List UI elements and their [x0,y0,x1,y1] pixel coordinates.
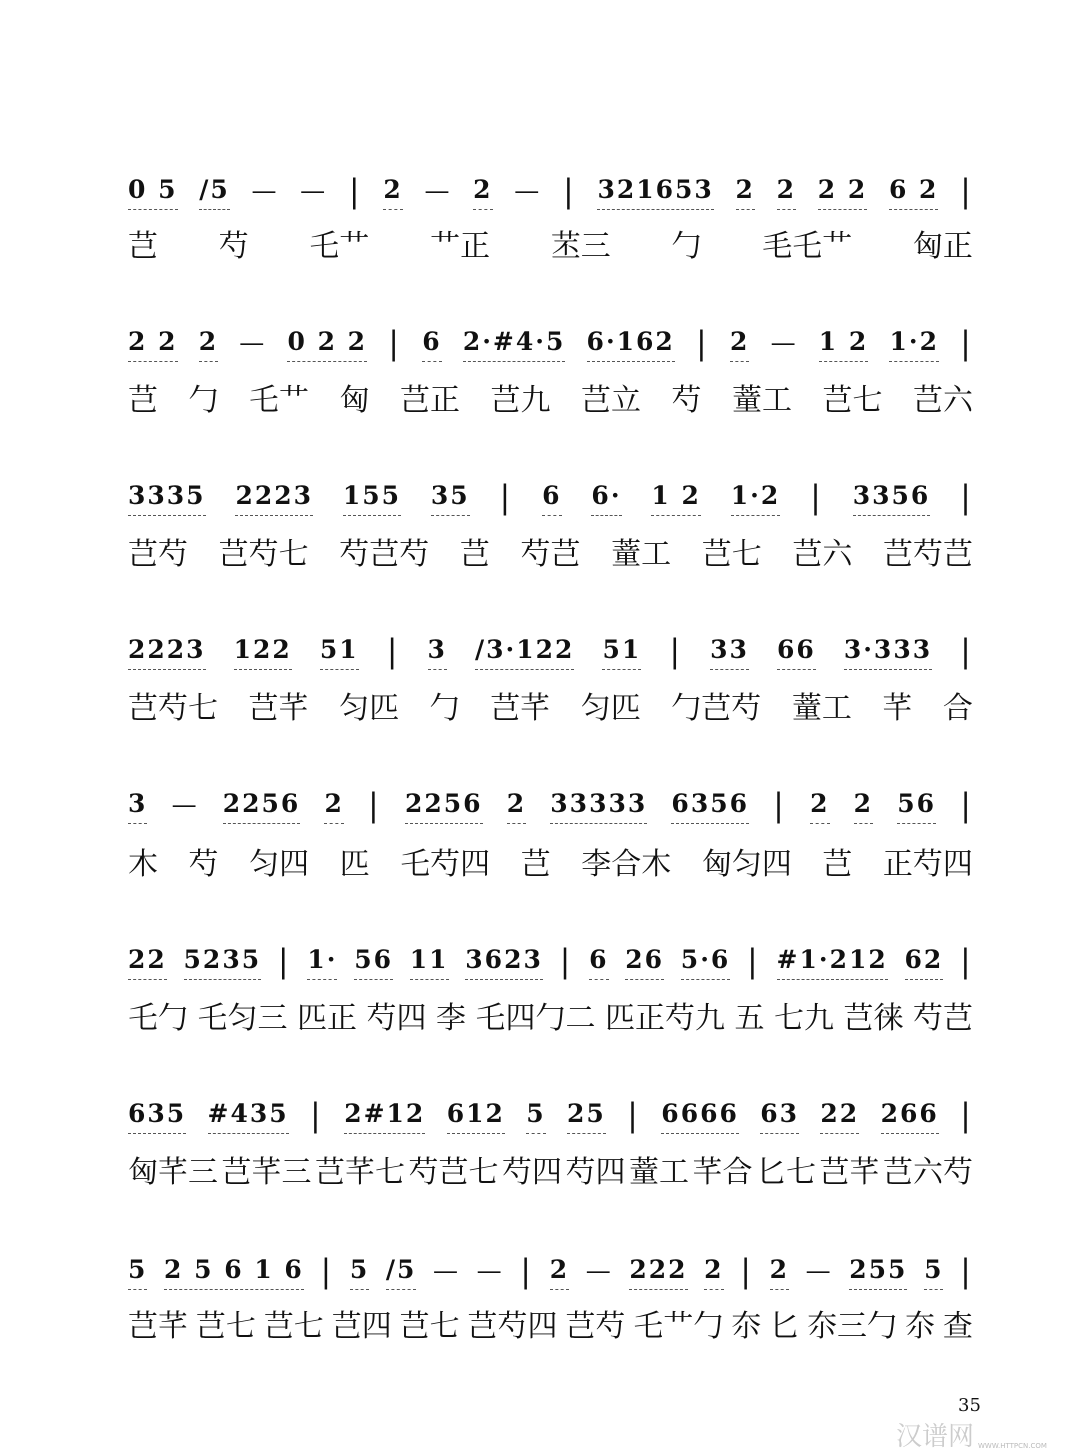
tablature-glyph: 芍 [188,847,219,882]
note-group: 2 [730,327,749,362]
note-group: — [300,176,328,205]
tablature-glyph: 匕 [769,1309,800,1344]
note-group: 266 [881,1099,939,1134]
tablature-glyph: 芑六芍 [883,1155,973,1190]
tablature-glyph: 蕫工 [629,1155,689,1190]
note-group: 56 [897,789,936,824]
note-group: 155 [343,481,401,516]
note-group: 2 [854,789,873,824]
barline: | [386,632,400,670]
tablature-glyph: 芍四 [565,1155,626,1190]
tablature-glyph: 芑芍 [128,537,188,572]
tablature-glyph: 芍四 [366,1001,427,1036]
note-group: 3·333 [844,635,932,670]
barline: | [960,1096,973,1134]
watermark-text: 汉谱网 [896,1422,975,1452]
tablature-glyph: 合 [942,691,973,726]
barline: | [559,942,573,980]
tablature-glyph: 木 [128,847,158,882]
note-group: 2 2 [128,327,178,362]
tablature-glyph: 查 [942,1309,973,1344]
note-group: 2 [324,789,343,824]
tablature-glyph: 李合木 [581,847,672,882]
tablature-glyph: 乇艹 [309,229,370,264]
tablature-glyph: 艹正 [430,229,491,264]
note-group: 1· [307,945,337,980]
note-group: /5 [199,175,230,210]
note-group: 35 [431,481,470,516]
note-group: 3 [128,789,147,824]
tablature-glyph: 芍 [218,229,249,264]
note-group: 22 [820,1099,859,1134]
note-group: 51 [320,635,359,670]
note-group: — [770,328,798,357]
tablature-glyph: 苤三 [550,229,611,264]
note-group: — [171,790,199,819]
tablature-glyph: 匈 [339,383,370,418]
note-group: 66 [777,635,816,670]
note-group: 63 [760,1099,799,1134]
note-group: 3335 [128,481,206,516]
note-group: 5 [526,1099,545,1134]
note-group: 2223 [128,635,206,670]
barline: | [740,1252,753,1290]
note-group: — [476,1256,504,1285]
note-group: 2 [383,175,402,210]
notation-row [128,1250,973,1290]
barline: | [320,1252,334,1290]
tablature-glyph: 芑 [128,229,158,264]
note-group: 5·6 [681,945,731,980]
tablature-glyph: 匹 [339,847,370,882]
note-group: 612 [447,1099,505,1134]
barline: | [562,172,576,210]
tablature-glyph: 芑徕 [843,1001,904,1036]
note-group: 62 [905,945,944,980]
note-group: 2 [507,789,526,824]
barline: | [696,324,709,362]
tablature-glyph: 芍芑 [913,1001,973,1036]
note-group: 22 [128,945,167,980]
tablature-glyph: 芍芑 [520,537,581,572]
barline: | [960,172,973,210]
note-group: /3·122 [475,635,574,670]
barline: | [310,1096,323,1134]
note-group: 2 5 6 1 6 [164,1255,304,1290]
tablature-glyph: 芑 [128,383,158,418]
barline: | [368,786,381,824]
note-group: 3356 [853,481,931,516]
tablature-glyph: 芑七 [195,1309,256,1344]
tablature-glyph: 芑六 [792,537,853,572]
tablature-glyph: 夵三勹 [807,1309,898,1344]
notation-row [128,170,973,210]
tablature-row [128,1302,973,1352]
note-group: 1·2 [889,327,939,362]
notation-row [128,322,973,362]
tablature-glyph: 匹正芍九 [605,1001,725,1036]
tablature-glyph: 乇四勹二 [475,1001,596,1036]
barline: | [960,1252,973,1290]
barline: | [960,942,973,980]
tablature-glyph: 匈芊三 [128,1155,218,1190]
tablature-glyph: 匀四 [249,847,310,882]
note-group: 6·162 [587,327,675,362]
note-group: 2256 [223,789,301,824]
note-group: 6666 [661,1099,739,1134]
page-number: 35 [958,1395,981,1416]
tablature-glyph: 匈正 [912,229,973,264]
tablature-glyph: 五 [734,1001,765,1036]
barline: | [627,1096,640,1134]
note-group: 6· [591,481,621,516]
note-group: 3623 [465,945,543,980]
note-group: — [805,1256,833,1285]
tablature-glyph: 乇艹勹 [633,1309,724,1344]
tablature-glyph: 芑芊七 [315,1155,405,1190]
note-group: 26 [625,945,664,980]
note-group: 1 2 [651,481,701,516]
tablature-glyph: 匹正 [297,1001,357,1036]
note-group: 2 2 [818,175,868,210]
tablature-glyph: 芑 [822,847,853,882]
note-group: 0 5 [128,175,178,210]
barline: | [388,324,402,362]
tablature-glyph: 芍芑七 [408,1155,499,1190]
tablature-glyph: 蕫工 [611,537,672,572]
barline: | [348,172,362,210]
note-group: 33 [710,635,749,670]
tablature-glyph: 勹 [188,383,219,418]
tablature-glyph: 芑九 [490,383,551,418]
note-group: 2 [770,1255,789,1290]
note-group: 2 [704,1255,723,1290]
tablature-glyph: 勹 [671,229,702,264]
note-group: 2 [736,175,755,210]
note-group: 2256 [405,789,483,824]
tablature-glyph: 蕫工 [791,691,852,726]
note-group: 6356 [671,789,749,824]
tablature-glyph: 芑七 [822,383,883,418]
tablature-glyph: 芊 [882,691,913,726]
note-group: 6 [422,327,441,362]
notation-row [128,784,973,824]
note-group: 2 [777,175,796,210]
note-group: 6 [589,945,608,980]
note-group: /5 [386,1255,417,1290]
watermark-url: WWW.HTTPCN.COM [978,1442,1047,1450]
note-group: 1·2 [731,481,781,516]
barline: | [277,942,291,980]
tablature-glyph: 李 [436,1001,466,1036]
note-group: 25 [567,1099,606,1134]
tablature-glyph: 乇艹 [249,383,309,418]
tablature-glyph: 毛乇艹 [762,229,853,264]
barline: | [669,632,683,670]
tablature-glyph: 勹芑芍 [671,691,762,726]
tablature-glyph: 芊合 [692,1155,753,1190]
note-group: 2 [550,1255,569,1290]
barline: | [960,632,973,670]
tablature-glyph: 芑芍七 [128,691,218,726]
tablature-glyph: 芑芍四 [467,1309,558,1344]
note-group: #435 [208,1099,289,1134]
tablature-glyph: 正芍四 [882,847,973,882]
tablature-glyph: 七九 [774,1001,834,1036]
barline: | [747,942,760,980]
tablature-row [128,376,973,426]
note-group: 2·#4·5 [463,327,566,362]
tablature-row [128,684,973,734]
note-group: 33333 [550,789,647,824]
tablature-glyph: 芍 [671,383,702,418]
note-group: 3 [428,635,447,670]
note-group: 5 [924,1255,943,1290]
barline: | [773,786,786,824]
barline: | [960,324,973,362]
note-group: — [585,1256,613,1285]
note-group: 2#12 [344,1099,425,1134]
tablature-glyph: 芑芍 [565,1309,626,1344]
note-group: 635 [128,1099,186,1134]
note-group: 255 [849,1255,907,1290]
tablature-glyph: 乇匀三 [197,1001,288,1036]
note-group: 5235 [184,945,262,980]
note-group: 222 [629,1255,687,1290]
tablature-glyph: 芑芊 [128,1309,188,1344]
barline: | [960,478,973,516]
barline: | [499,478,513,516]
note-group: 5 [128,1255,147,1290]
note-group: 6 2 [889,175,939,210]
tablature-glyph: 芑芍芑 [883,537,973,572]
note-group: 2 [199,327,218,362]
tablature-glyph: 芑芊 [819,1155,880,1190]
tablature-glyph: 乇芍四 [400,847,491,882]
note-group: 2 [810,789,829,824]
note-group: 1 2 [819,327,869,362]
tablature-glyph: 芑六 [913,383,973,418]
note-group: 2 [473,175,492,210]
tablature-glyph: 匀匹 [580,691,641,726]
tablature-glyph: 匈匀四 [701,847,792,882]
tablature-glyph: 芍四 [502,1155,562,1190]
tablature-row [128,840,973,890]
watermark-logo [896,1421,1047,1451]
barline: | [810,478,823,516]
barline: | [520,1252,534,1290]
note-group: — [514,176,542,205]
notation-row [128,476,973,516]
tablature-glyph: 匀匹 [339,691,400,726]
tablature-glyph: 芑 [459,537,490,572]
tablature-row [128,530,973,580]
tablature-row [128,222,973,272]
tablature-glyph: 芑七 [399,1309,460,1344]
tablature-glyph: 匕七 [756,1155,816,1190]
barline: | [960,786,973,824]
notation-row [128,630,973,670]
note-group: 6 [542,481,561,516]
tablature-glyph: 蕫工 [732,383,792,418]
tablature-glyph: 芑四 [331,1309,392,1344]
note-group: 2223 [235,481,313,516]
note-group: 0 2 2 [287,327,367,362]
note-group: — [433,1256,461,1285]
tablature-glyph: 芑芍七 [218,537,309,572]
tablature-glyph: 夵 [904,1309,935,1344]
note-group: 56 [354,945,393,980]
note-group: 5 [350,1255,369,1290]
tablature-row [128,994,973,1044]
tablature-glyph: 芑 [520,847,551,882]
note-group: #1·212 [777,945,888,980]
tablature-glyph: 芑芊三 [221,1155,312,1190]
note-group: 11 [410,945,449,980]
tablature-row [128,1148,973,1198]
tablature-glyph: 芑芊 [248,691,309,726]
note-group: 51 [602,635,641,670]
tablature-glyph: 夵 [731,1309,762,1344]
note-group: — [424,176,452,205]
tablature-glyph: 勹 [429,691,460,726]
notation-row [128,940,973,980]
tablature-glyph: 芑立 [581,383,641,418]
note-group: — [239,328,267,357]
tablature-glyph: 乇勹 [128,1001,188,1036]
notation-row [128,1094,973,1134]
note-group: 321653 [597,175,713,210]
note-group: — [251,176,279,205]
tablature-glyph: 芑芊 [490,691,551,726]
tablature-glyph: 芑七 [263,1309,324,1344]
tablature-glyph: 芑七 [701,537,762,572]
tablature-glyph: 芑正 [400,383,460,418]
note-group: 122 [234,635,292,670]
tablature-glyph: 芍芑芍 [339,537,430,572]
